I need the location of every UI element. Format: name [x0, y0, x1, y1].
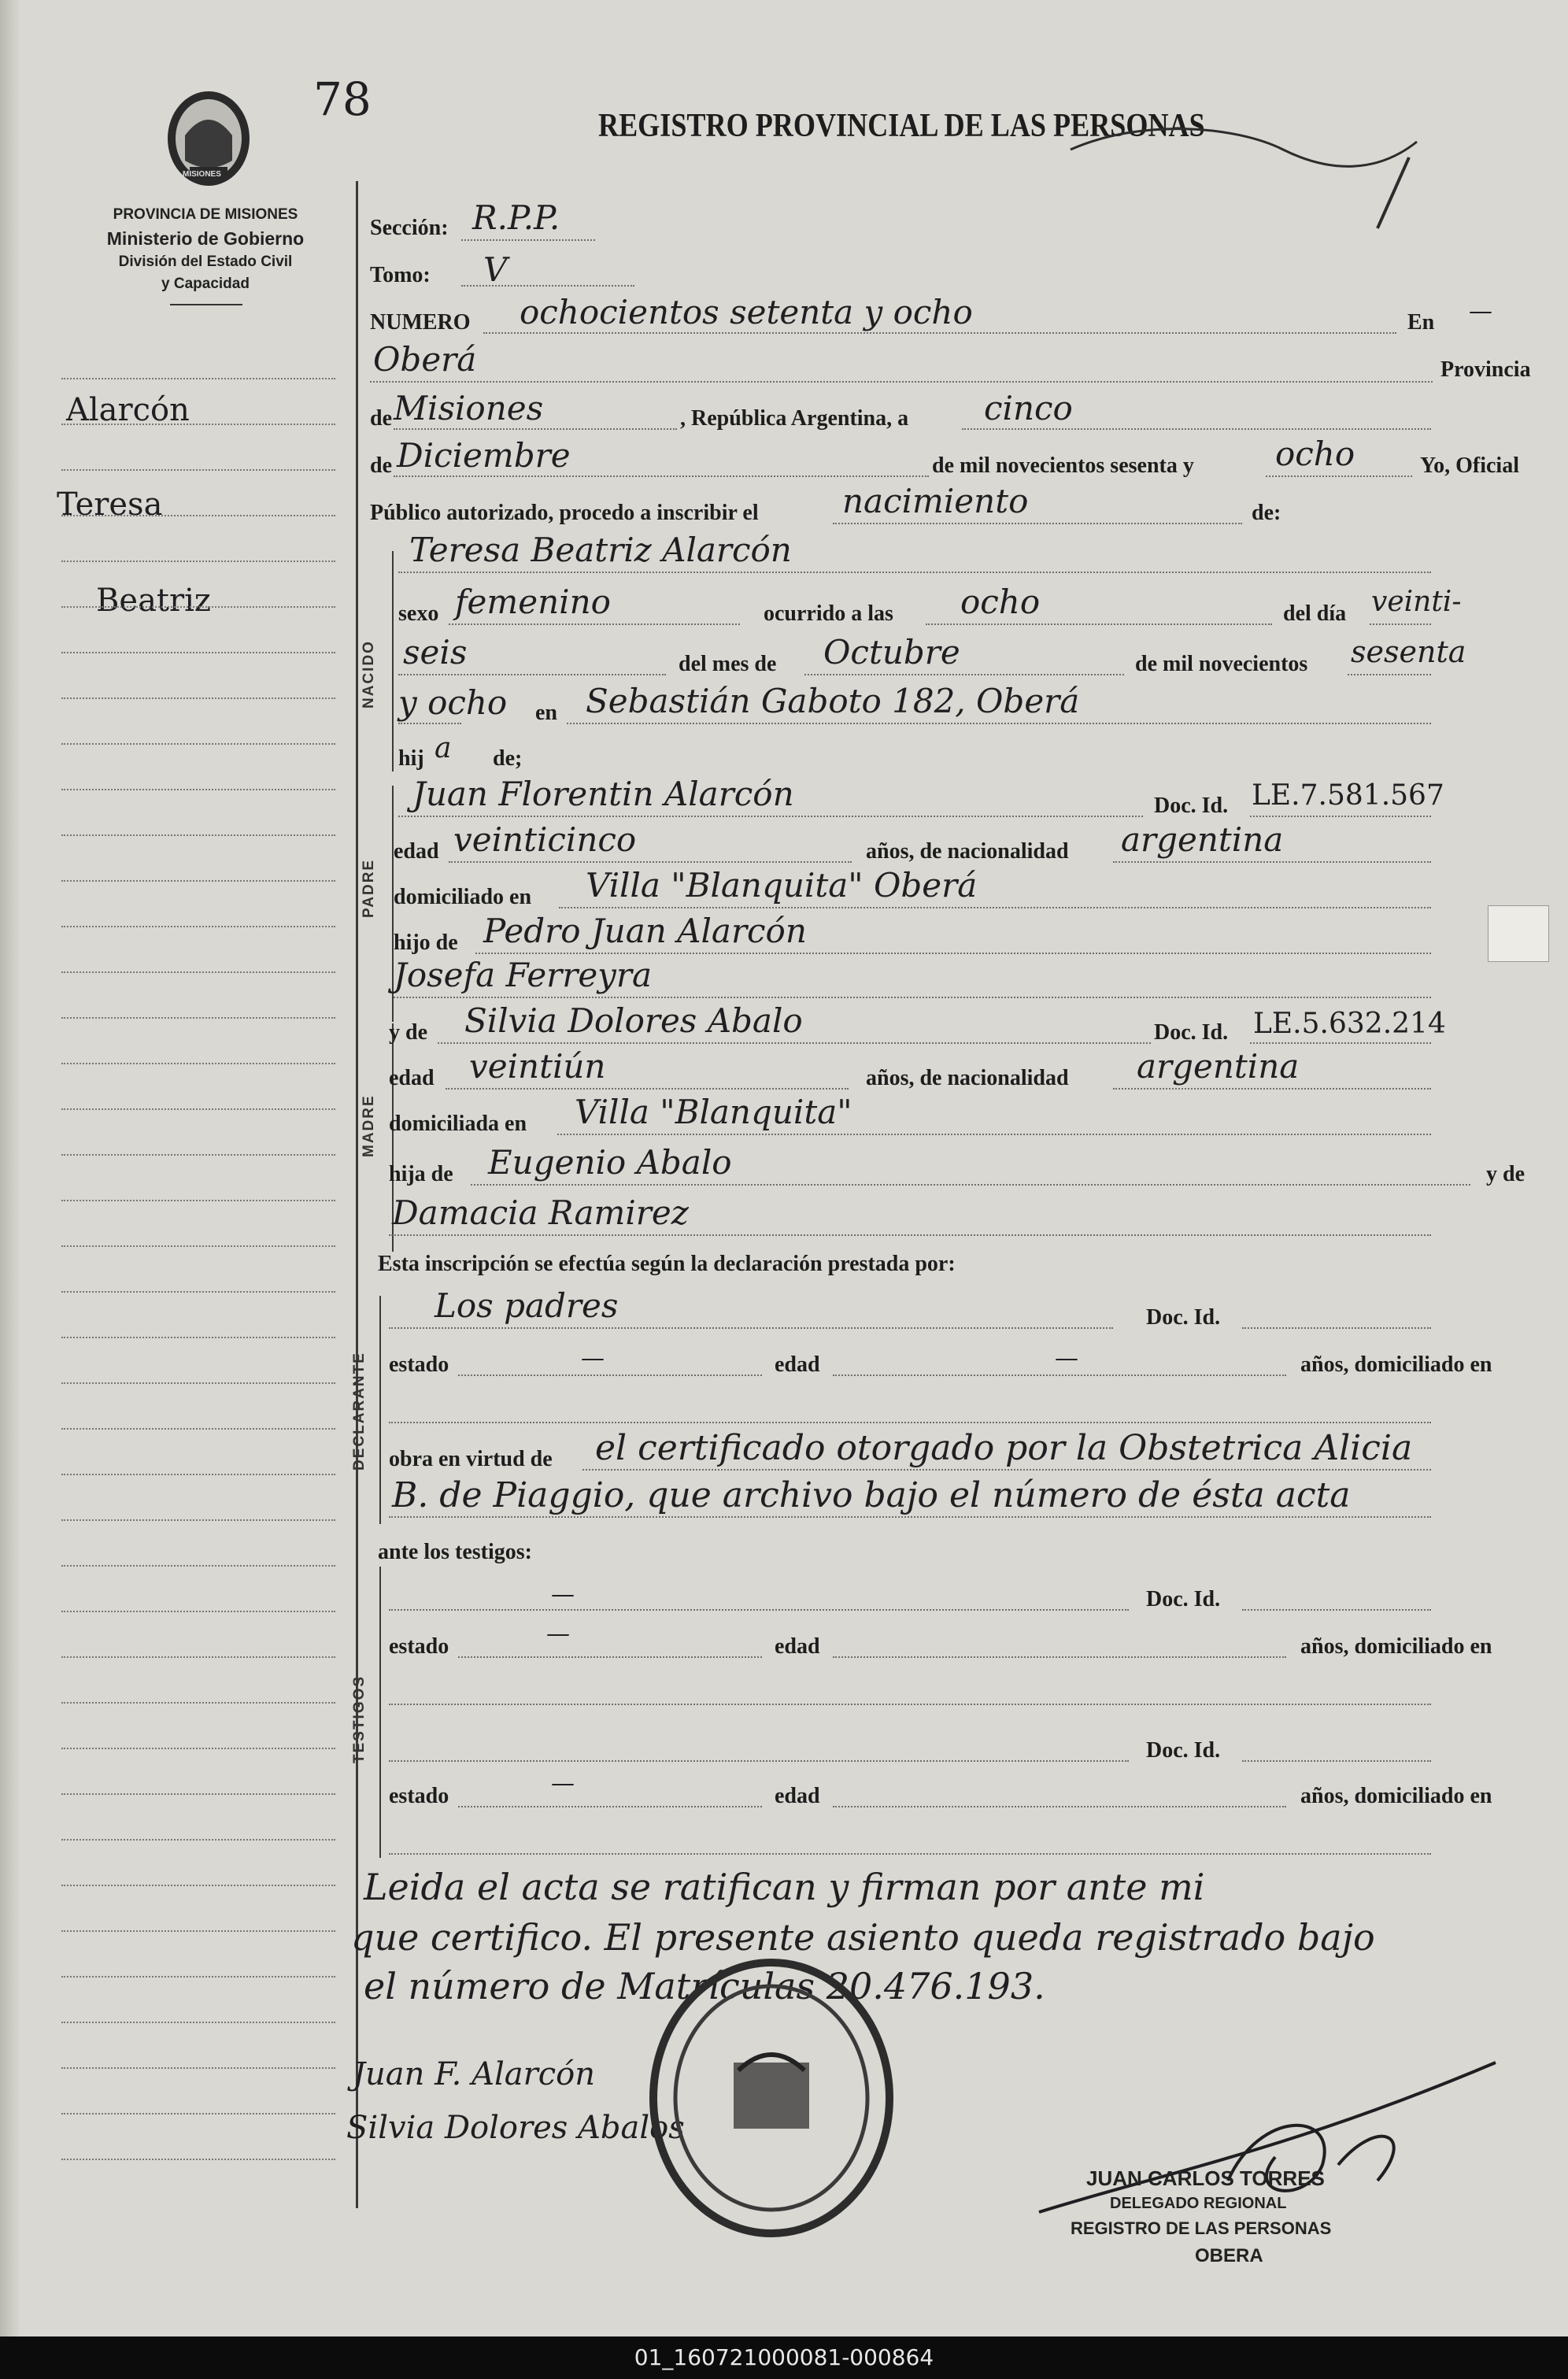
- margin-ruled-line: [61, 515, 335, 516]
- value-seccion: R.P.P.: [472, 198, 560, 237]
- margin-ruled-line: [61, 652, 335, 653]
- line-padre-hijo-2: [394, 997, 1431, 998]
- line-testigo-1-dom: [389, 1704, 1431, 1705]
- margin-ruled-line: [61, 1748, 335, 1749]
- stamp-registry: REGISTRO DE LAS PERSONAS: [1071, 2218, 1332, 2238]
- margin-ruled-line: [61, 1519, 335, 1521]
- value-testigo-2-estado: —: [551, 1770, 575, 1797]
- closing-line-1: Leida el acta se ratifican y firman por ante mi: [364, 1866, 1205, 1908]
- margin-ruled-line: [61, 1885, 335, 1886]
- value-declarante: Los padres: [435, 1286, 619, 1325]
- section-label-testigos: TESTIGOS: [351, 1674, 368, 1763]
- line-seccion: [461, 239, 595, 241]
- margin-ruled-line: [61, 1656, 335, 1658]
- file-caption: 01_160721000081-000864: [0, 2336, 1568, 2379]
- declarante-bracket: [379, 1296, 381, 1524]
- stamp-officer-name: JUAN CARLOS TORRES: [1086, 2166, 1325, 2190]
- line-anio-nac: [1348, 674, 1431, 675]
- nacido-bracket: [392, 551, 394, 771]
- margin-ruled-line: [61, 1839, 335, 1841]
- label-ante: ante los testigos:: [378, 1540, 532, 1564]
- margin-ruled-line: [61, 1337, 335, 1338]
- line-padre: [398, 816, 1143, 817]
- value-madre-edad: veintiún: [469, 1047, 606, 1086]
- section-label-declarante: DECLARANTE: [351, 1352, 368, 1471]
- label-en-lugar: en: [535, 701, 557, 725]
- line-obra-1: [582, 1469, 1431, 1471]
- value-obra-1: el certificado otorgado por la Obstetrica Alicia: [595, 1428, 1413, 1468]
- line-dia-nac-2: [398, 674, 666, 675]
- label-padre-anios: años, de nacionalidad: [866, 839, 1069, 864]
- official-round-seal-icon: [645, 1952, 897, 2244]
- line-nombre: [398, 572, 1431, 573]
- label-testigo-2-anios: años, domiciliado en: [1300, 1784, 1492, 1808]
- value-padre-nac: argentina: [1121, 820, 1284, 859]
- value-numero: ochocientos setenta y ocho: [520, 293, 973, 331]
- margin-ruled-line: [61, 1793, 335, 1795]
- label-decl-doc: Doc. Id.: [1146, 1305, 1221, 1330]
- line-declarante: [389, 1327, 1113, 1329]
- signature-father: Juan F. Alarcón: [353, 2056, 595, 2092]
- line-padre-doc: [1250, 816, 1431, 817]
- margin-ruled-line: [61, 789, 335, 790]
- value-hora: ocho: [960, 583, 1041, 621]
- org-underline: [170, 304, 242, 305]
- label-padre-edad: edad: [394, 839, 439, 864]
- margin-ruled-line: [61, 926, 335, 927]
- value-obra-2: B. de Piaggio, que archivo bajo el número de ésta acta: [392, 1475, 1351, 1515]
- label-de-mil: de mil novecientos: [1135, 652, 1308, 676]
- label-provincia: Provincia: [1440, 357, 1531, 382]
- line-madre-nac: [1113, 1088, 1431, 1090]
- margin-ruled-line: [61, 1428, 335, 1430]
- line-numero: [483, 332, 1396, 334]
- value-mes-nac: Octubre: [823, 633, 960, 672]
- line-testigo-1-doc: [1242, 1609, 1431, 1611]
- line-anio: [1266, 475, 1412, 477]
- value-madre-hija-de-1: Eugenio Abalo: [488, 1143, 732, 1182]
- margin-ruled-line: [61, 561, 335, 562]
- margin-ruled-line: [61, 469, 335, 471]
- label-madre-edad: edad: [389, 1066, 435, 1090]
- official-signature-icon: [1008, 2015, 1511, 2251]
- line-lugar-nac: [567, 723, 1431, 724]
- label-madre-doc: Doc. Id.: [1154, 1020, 1229, 1045]
- label-testigo-2-estado: estado: [389, 1784, 449, 1808]
- line-testigo-2-edad: [833, 1806, 1286, 1807]
- label-hij-de: de;: [493, 746, 523, 771]
- label-yo-oficial: Yo, Oficial: [1420, 453, 1519, 478]
- margin-ruled-line: [61, 1382, 335, 1384]
- value-hij-suffix: a: [435, 732, 452, 764]
- line-testigo-2: [389, 1760, 1129, 1762]
- line-madre-edad: [446, 1088, 849, 1090]
- value-acto: nacimiento: [842, 482, 1029, 520]
- line-madre-doc: [1250, 1042, 1431, 1044]
- org-line-1: PROVINCIA DE MISIONES: [113, 206, 298, 223]
- margin-ruled-line: [61, 1930, 335, 1932]
- signature-mother: Silvia Dolores Abalos: [346, 2110, 685, 2146]
- stamp-city: OBERA: [1195, 2245, 1263, 2266]
- label-numero: NUMERO: [370, 310, 471, 335]
- label-testigo-1-doc: Doc. Id.: [1146, 1587, 1221, 1611]
- margin-first-name: Teresa: [57, 487, 163, 523]
- label-tomo: Tomo:: [370, 263, 431, 287]
- value-testigo-1-estado: —: [546, 1620, 570, 1648]
- value-decl-estado: —: [581, 1345, 605, 1372]
- line-obra-2: [389, 1516, 1431, 1518]
- label-republica: , República Argentina, a: [680, 406, 909, 431]
- label-declaracion: Esta inscripción se efectúa según la declaración prestada por:: [378, 1252, 956, 1276]
- page-number: 78: [313, 72, 372, 126]
- value-padre-hijo-de-2: Josefa Ferreyra: [394, 956, 653, 994]
- margin-ruled-line: [61, 743, 335, 745]
- line-madre-dom: [557, 1134, 1431, 1135]
- margin-ruled-line: [61, 2159, 335, 2160]
- line-testigo-2-doc: [1242, 1760, 1431, 1762]
- line-decl-dom: [389, 1422, 1431, 1423]
- label-testigo-2-edad: edad: [775, 1784, 820, 1808]
- label-decl-estado: estado: [389, 1352, 449, 1377]
- line-acto: [833, 523, 1242, 524]
- margin-ruled-line: [61, 1108, 335, 1110]
- page-fold-shadow: [0, 0, 20, 2336]
- margin-ruled-line: [61, 1017, 335, 1019]
- line-madre-hija-2: [389, 1234, 1431, 1236]
- label-del-mes: del mes de: [679, 652, 777, 676]
- label-ocurrido: ocurrido a las: [764, 601, 893, 626]
- line-decl-edad: [833, 1374, 1286, 1376]
- value-padre-dom: Villa "Blanquita" Oberá: [586, 866, 978, 905]
- line-padre-dom: [559, 907, 1431, 908]
- label-de-mes: de: [370, 453, 392, 478]
- line-decl-doc: [1242, 1327, 1431, 1329]
- line-dia: [962, 428, 1431, 430]
- section-label-nacido: NACIDO: [361, 640, 377, 709]
- line-mes-nac: [804, 674, 1124, 675]
- line-dia-nac: [1370, 623, 1431, 625]
- closing-line-3: el número de Matrículas 20.476.193.: [364, 1965, 1045, 2007]
- line-testigo-1: [389, 1609, 1129, 1611]
- label-obra: obra en virtud de: [389, 1447, 553, 1471]
- org-line-4: y Capacidad: [161, 276, 250, 292]
- label-de-provincia: de: [370, 406, 392, 431]
- line-testigo-1-estado: [458, 1656, 762, 1658]
- line-mes: [394, 475, 929, 477]
- label-sexo: sexo: [398, 601, 439, 626]
- margin-ruled-line: [61, 2067, 335, 2069]
- value-madre-nac: argentina: [1137, 1047, 1300, 1086]
- margin-ruled-line: [61, 1245, 335, 1247]
- label-seccion: Sección:: [370, 216, 449, 240]
- value-mes: Diciembre: [397, 436, 571, 475]
- value-testigo-1-dash: —: [551, 1581, 575, 1608]
- section-label-padre: PADRE: [361, 858, 377, 918]
- registry-title: REGISTRO PROVINCIAL DE LAS PERSONAS: [598, 108, 1205, 144]
- label-mil-sesenta: de mil novecientos sesenta y: [932, 453, 1194, 478]
- margin-ruled-line: [61, 2022, 335, 2023]
- label-testigo-2-doc: Doc. Id.: [1146, 1738, 1221, 1763]
- section-label-madre: MADRE: [361, 1094, 377, 1157]
- label-madre-hija: hija de: [389, 1162, 453, 1186]
- margin-ruled-line: [61, 1976, 335, 1978]
- value-madre-doc: LE.5.632.214: [1253, 1008, 1446, 1040]
- margin-ruled-line: [61, 1154, 335, 1156]
- line-lugar: [370, 381, 1433, 383]
- value-madre-nombre: Silvia Dolores Abalo: [464, 1001, 803, 1040]
- line-padre-nac: [1113, 861, 1431, 863]
- line-testigo-2-dom: [389, 1853, 1431, 1855]
- margin-ruled-line: [61, 971, 335, 973]
- margin-ruled-line: [61, 378, 335, 379]
- margin-ruled-line: [61, 880, 335, 882]
- label-madre-dom: domiciliada en: [389, 1112, 527, 1136]
- line-provincia: [394, 428, 677, 430]
- value-anio-nac-1: sesenta: [1351, 635, 1466, 669]
- value-provincia: Misiones: [394, 389, 544, 427]
- label-testigo-1-anios: años, domiciliado en: [1300, 1634, 1492, 1659]
- header-signature-icon: [1047, 102, 1440, 236]
- org-line-2: Ministerio de Gobierno: [106, 228, 305, 249]
- stamp-officer-title: DELEGADO REGIONAL: [1110, 2195, 1287, 2212]
- label-publico: Público autorizado, procedo a inscribir el: [370, 501, 759, 525]
- line-testigo-2-estado: [458, 1806, 762, 1807]
- line-hora: [926, 623, 1272, 625]
- label-testigo-1-edad: edad: [775, 1634, 820, 1659]
- value-dia-nac-1: veinti-: [1371, 586, 1462, 618]
- label-madre-anios: años, de nacionalidad: [866, 1066, 1069, 1090]
- value-sexo: femenino: [455, 583, 611, 621]
- label-del-dia: del día: [1283, 601, 1347, 626]
- margin-ruled-line: [61, 1474, 335, 1475]
- value-lugar: Oberá: [373, 340, 477, 379]
- label-padre-hijo: hijo de: [394, 931, 458, 955]
- main-margin-rule: [356, 181, 358, 2208]
- value-padre-hijo-de-1: Pedro Juan Alarcón: [483, 912, 807, 950]
- label-padre-dom: domiciliado en: [394, 885, 532, 909]
- line-padre-edad: [449, 861, 852, 863]
- value-decl-edad: —: [1055, 1345, 1078, 1372]
- value-anio: ocho: [1275, 435, 1355, 473]
- value-dia: cinco: [984, 389, 1073, 427]
- value-padre-doc: LE.7.581.567: [1252, 779, 1444, 812]
- value-madre-dom: Villa "Blanquita": [575, 1093, 852, 1131]
- margin-ruled-line: [61, 697, 335, 699]
- paper-clip-tab: [1488, 905, 1549, 962]
- margin-ruled-line: [61, 1565, 335, 1567]
- value-dia-nac-2: seis: [403, 633, 468, 672]
- label-de-colon: de:: [1252, 501, 1281, 525]
- margin-ruled-line: [61, 834, 335, 836]
- line-sexo: [449, 623, 740, 625]
- value-tomo: V: [483, 250, 508, 289]
- label-decl-edad: edad: [775, 1352, 820, 1377]
- margin-surname: Alarcón: [66, 392, 190, 428]
- margin-ruled-line: [61, 1063, 335, 1064]
- line-anio-nac-2: [398, 723, 461, 724]
- margin-second-name: Beatriz: [96, 583, 211, 619]
- value-padre-nombre: Juan Florentin Alarcón: [412, 775, 794, 813]
- line-decl-estado: [458, 1374, 762, 1376]
- label-madre-y-de: y de: [1486, 1162, 1525, 1186]
- line-madre-hija-1: [471, 1184, 1470, 1186]
- value-nombre: Teresa Beatriz Alarcón: [409, 531, 792, 569]
- value-lugar-nac: Sebastián Gaboto 182, Oberá: [586, 682, 1080, 720]
- value-madre-hija-de-2: Damacia Ramirez: [392, 1193, 689, 1232]
- label-decl-anios: años, domiciliado en: [1300, 1352, 1492, 1377]
- margin-ruled-line: [61, 1611, 335, 1612]
- margin-ruled-line: [61, 424, 335, 425]
- value-anio-nac-2: y ocho: [398, 683, 508, 722]
- label-hij: hij: [398, 746, 424, 771]
- label-en: En: [1407, 310, 1435, 335]
- testigos-bracket: [379, 1567, 381, 1858]
- margin-ruled-line: [61, 1702, 335, 1704]
- seal-text: MISIONES: [183, 170, 221, 179]
- line-testigo-1-edad: [833, 1656, 1286, 1658]
- org-line-3: División del Estado Civil: [118, 253, 293, 270]
- label-padre-doc: Doc. Id.: [1154, 794, 1229, 818]
- label-testigo-1-estado: estado: [389, 1634, 449, 1659]
- value-en: —: [1469, 298, 1492, 325]
- label-y-de-madre: y de: [389, 1020, 427, 1045]
- margin-ruled-line: [61, 2113, 335, 2114]
- margin-ruled-line: [61, 1291, 335, 1293]
- closing-line-2: que certifico. El presente asiento queda registrado bajo: [351, 1916, 1375, 1959]
- value-padre-edad: veinticinco: [453, 820, 637, 859]
- margin-ruled-line: [61, 606, 335, 608]
- margin-ruled-line: [61, 1200, 335, 1201]
- line-madre: [438, 1042, 1151, 1044]
- line-padre-hijo-1: [475, 953, 1431, 954]
